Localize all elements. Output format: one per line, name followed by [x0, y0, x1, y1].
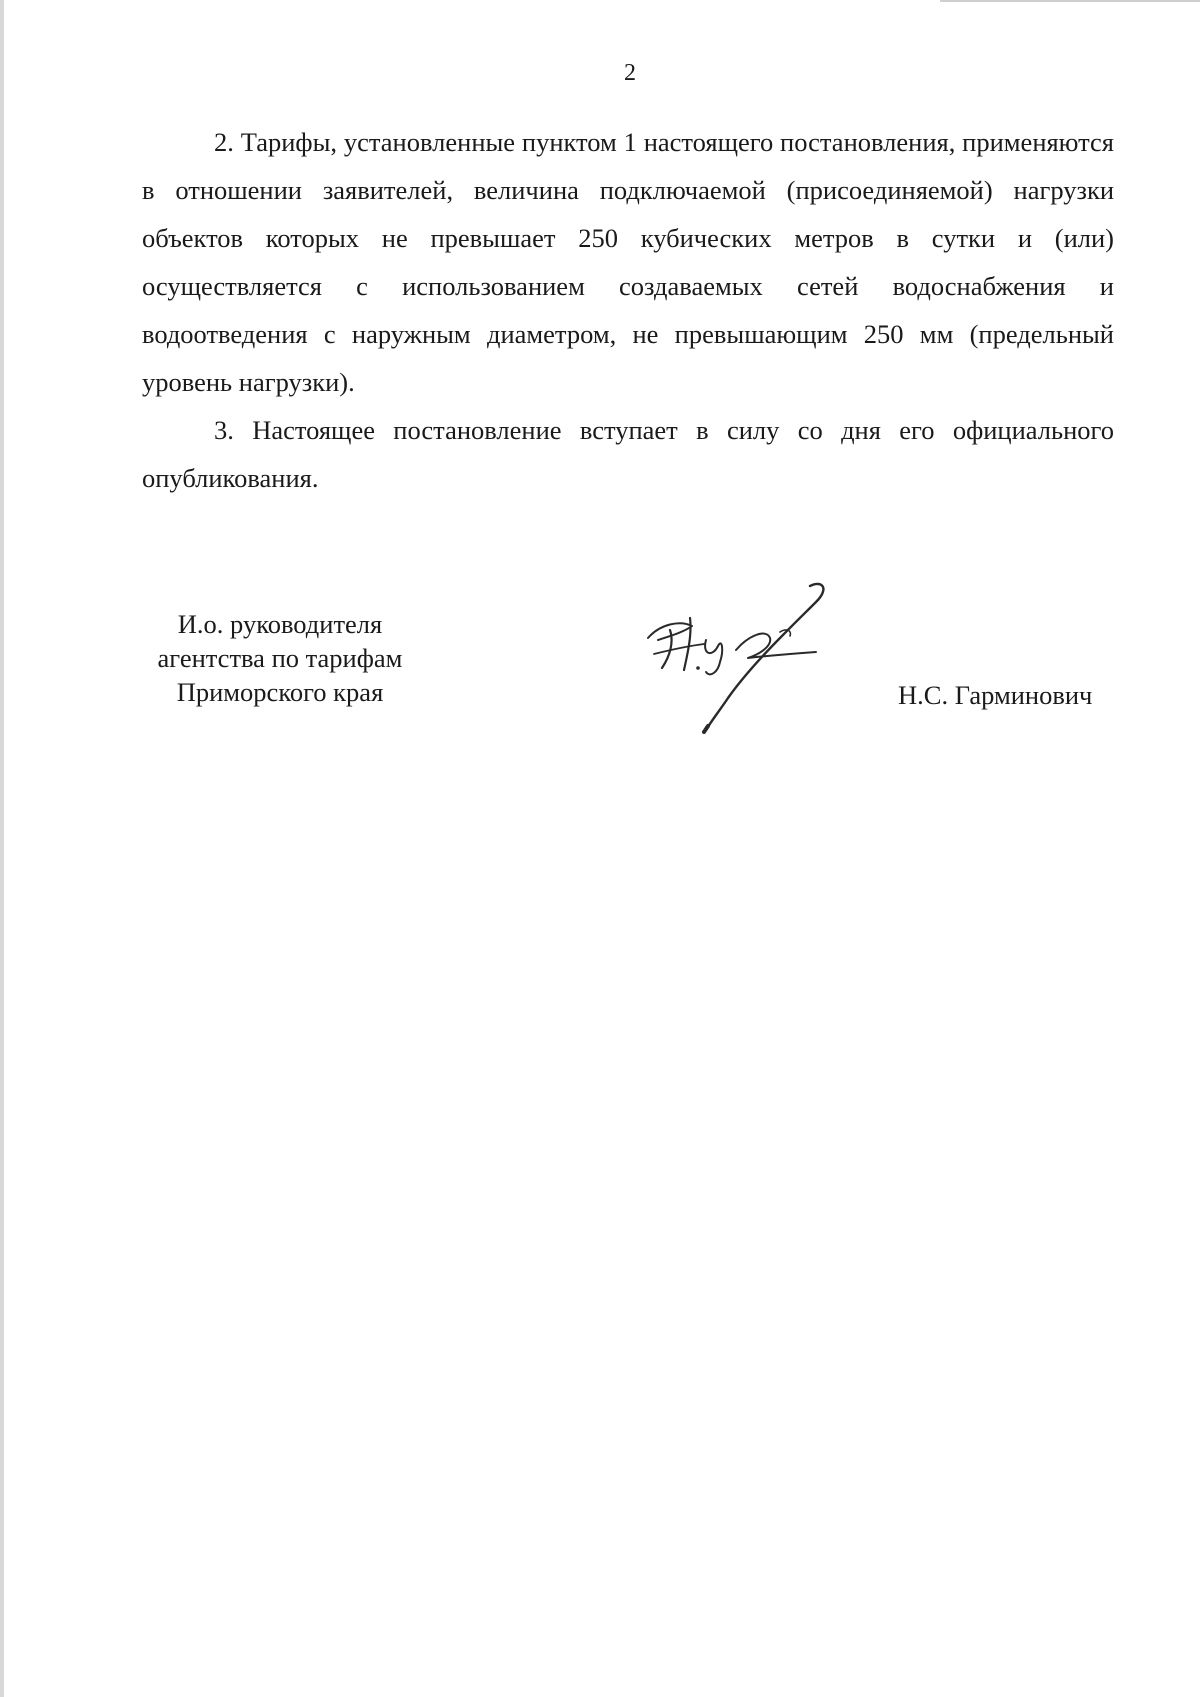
scan-left-edge: [0, 0, 4, 1697]
signatory-title: [120, 607, 440, 709]
handwritten-signature: [640, 580, 840, 740]
paragraph-2: 2. Тарифы, установленные пунктом 1 настоящего постановления, применяются в отношении заявителей, величина подключаемой (присоединяемой) нагрузки объектов которых не превышает 250 кубических метров в сутки и (или) осуществляется с использованием создаваемых сетей водоснабжения и водоотведения с наружным диаметром, не превышающим 250 мм (предельный уровень нагрузки).: [142, 127, 1114, 397]
document-body: [142, 118, 1114, 502]
signatory-line-3: Приморского края: [176, 677, 384, 707]
scan-top-edge: [940, 0, 1200, 2]
signer-name: Н.С. Гарминович: [898, 680, 1093, 710]
paragraph-3: 3. Настоящее постановление вступает в силу со дня его официального опубликования.: [142, 415, 1114, 493]
signatory-line-2: агентства по тарифам: [157, 643, 403, 673]
signatory-line-1: И.о. руководителя: [177, 609, 383, 639]
page-number: 2: [624, 60, 636, 86]
